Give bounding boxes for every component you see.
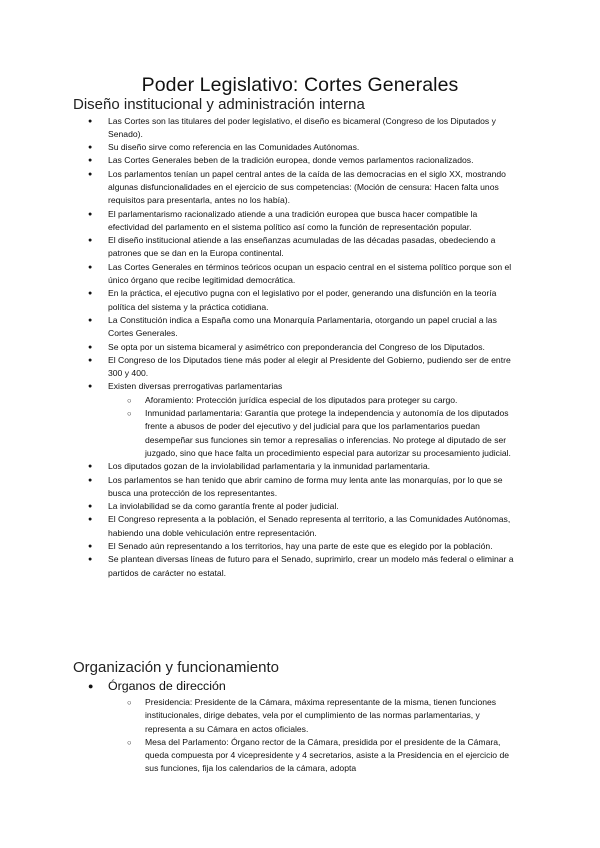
page-title: Poder Legislativo: Cortes Generales [141,74,459,96]
list-item: ● El parlamentarismo racionalizado atiende a una tradición europea que busca hacer compatible la efectividad del parlamento en el sistema político así como la función de representación popular. [0,208,518,235]
list-item-organos: ● Órganos de dirección [0,679,600,694]
sub-list-item: ○ Inmunidad parlamentaria: Garantía que protege la independencia y autonomía de los diputados frente a abusos de poder del ejecutivo y del judicial para que los parlamentarios puedan desempeñar sus funciones sin temor a represalias o inferencias. No protege al diputado de ser juzgado, sino que hace falta un procedimiento especial para autorizar su procesamiento judicial. [0,407,517,460]
list-item: ● Los parlamentos tenían un papel central antes de la caída de las democracias en el siglo XX, mostrando algunas disfuncionalidades en el ejercicio de sus competencias: (Moción de censura: Hacen falta unos requisitos para presentarla, antes no los había). [0,168,518,208]
list-item: ● Existen diversas prerrogativas parlamentarias [0,380,518,393]
list-item: ● Se opta por un sistema bicameral y asimétrico con preponderancia del Congreso de los Diputados. [0,341,518,354]
sub-list-prerrogativas [0,394,600,460]
list-item: ● Los diputados gozan de la inviolabilidad parlamentaria y la inmunidad parlamentaria. [0,460,518,473]
list-item: ● Los parlamentos se han tenido que abrir camino de forma muy lenta ante las monarquías, por lo que se busca una protección de los representantes. [0,474,518,501]
sub-list-organos [0,696,600,776]
list-item: ● En la práctica, el ejecutivo pugna con el legislativo por el poder, generando una disfunción en la teoría política del sistema y la práctica cotidiana. [0,287,518,314]
list-item: ● El Senado aún representando a los territorios, hay una parte de este que es elegido por la población. [0,540,518,553]
list-item: ● El Congreso de los Diputados tiene más poder al elegir al Presidente del Gobierno, pudiendo ser de entre 300 y 400. [0,354,518,381]
list-item: ● Se plantean diversas líneas de futuro para el Senado, suprimirlo, crear un modelo más federal o eliminar a partidos de carácter no estatal. [0,553,518,580]
list-item: ● La Constitución indica a España como una Monarquía Parlamentaria, otorgando un papel crucial a las Cortes Generales. [0,314,518,341]
sub-list-item: ○ Aforamiento: Protección jurídica especial de los diputados para proteger su cargo. [0,394,517,407]
bullet-list-diseno-cont [0,460,600,580]
section-diseno [0,115,600,580]
sub-list-item: ○ Mesa del Parlamento: Órgano rector de la Cámara, presidida por el presidente de la Cámara, queda compuesta por 4 vicepresidente y 4 secretarios, asiste a la Presidencia en el ejercicio de sus funciones, fija los calendarios de la cámara, adopta [0,736,517,776]
section-heading-organizacion: Organización y funcionamiento [73,659,279,676]
section-heading-diseno: Diseño institucional y administración interna [73,96,365,113]
section-organizacion [0,679,600,776]
list-item: ● Su diseño sirve como referencia en las Comunidades Autónomas. [0,141,518,154]
list-item: ● La inviolabilidad se da como garantía frente al poder judicial. [0,500,518,513]
bullet-list-organizacion [0,679,600,694]
list-item: ● Las Cortes Generales en términos teóricos ocupan un espacio central en el sistema político porque son el único órgano que recibe legitimidad democrática. [0,261,518,288]
list-item: ● Las Cortes Generales beben de la tradición europea, donde vemos parlamentos racionalizados. [0,154,518,167]
list-item: ● Las Cortes son las titulares del poder legislativo, el diseño es bicameral (Congreso de los Diputados y Senado). [0,115,518,142]
list-item: ● El Congreso representa a la población, el Senado representa al territorio, a las Comunidades Autónomas, habiendo una doble vehiculación entre representación. [0,513,518,540]
bullet-list-diseno [0,115,600,394]
list-item: ● El diseño institucional atiende a las enseñanzas acumuladas de las décadas pasadas, obedeciendo a patrones que se dan en la Europa continental. [0,234,518,261]
sub-list-item: ○ Presidencia: Presidente de la Cámara, máxima representante de la misma, tienen funciones institucionales, dirige debates, vela por el cumplimiento de las normas parlamentarias, y representa a su Cámara en actos oficiales. [0,696,517,736]
